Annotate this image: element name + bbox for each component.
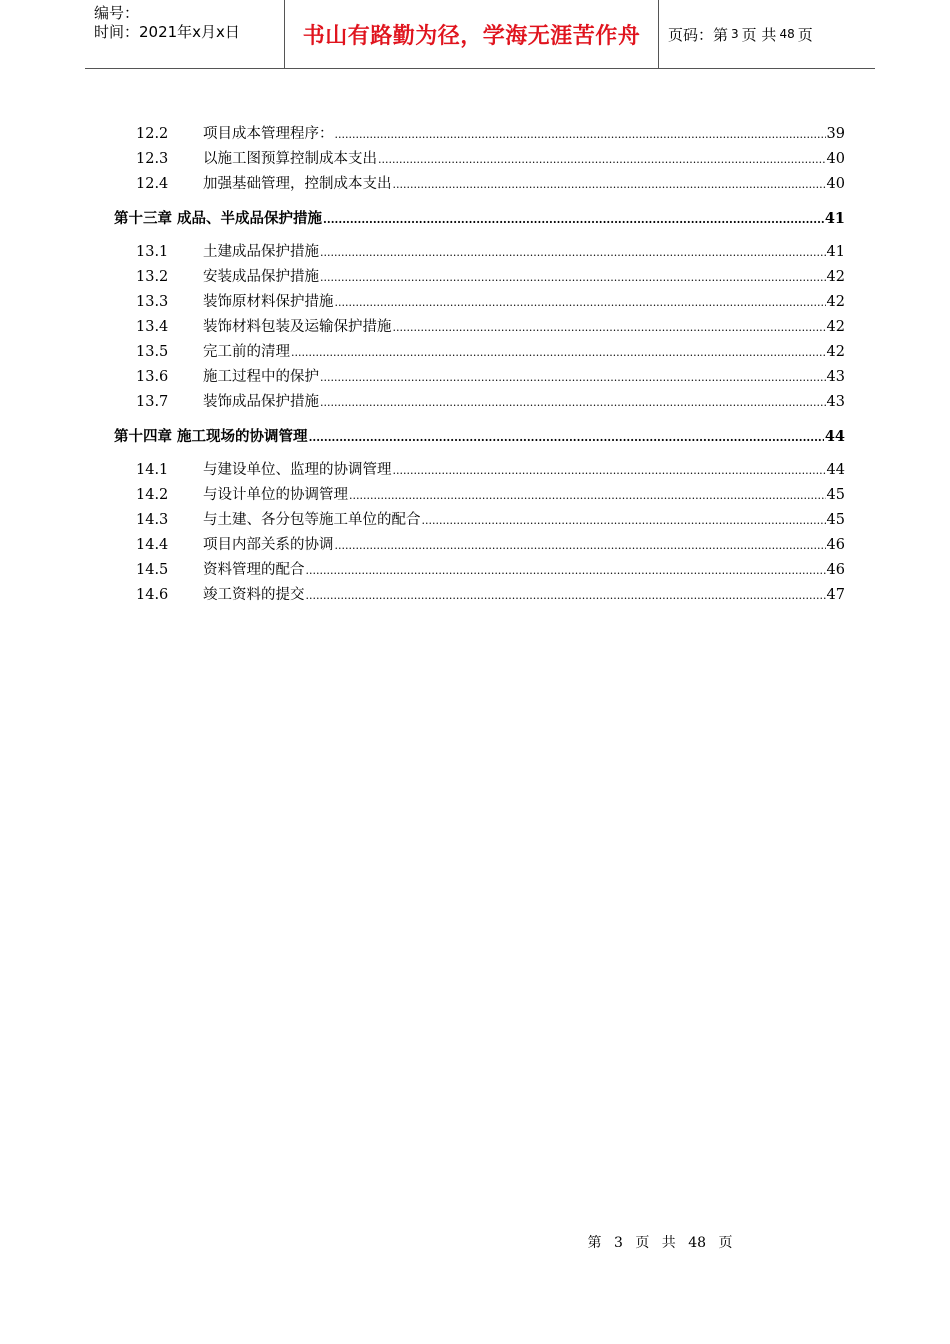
header-motto-cell [285, 0, 659, 68]
toc-entry-page: 44 [826, 462, 845, 478]
toc-entry-number: 13.5 [136, 344, 169, 360]
toc-leader-dots [320, 240, 826, 265]
page-header [85, 0, 875, 69]
footer-current-page: 3 [613, 1235, 623, 1251]
toc-leader-dots [320, 390, 826, 415]
document-time-label: 时间：2021年x月x日 [94, 23, 240, 41]
toc-section-entry[interactable] [114, 315, 845, 340]
toc-entry-page: 42 [826, 319, 845, 335]
toc-section-entry[interactable] [114, 365, 845, 390]
toc-entry-number: 14.1 [136, 462, 169, 478]
toc-entry-page: 46 [826, 537, 845, 553]
toc-entry-page: 47 [826, 587, 845, 603]
toc-entry-number: 13.3 [136, 294, 169, 310]
toc-entry-title: 第十三章 成品、半成品保护措施 [114, 210, 323, 227]
toc-leader-dots [320, 365, 826, 390]
toc-entry-page: 46 [826, 562, 845, 578]
toc-entry-page: 39 [826, 126, 845, 142]
toc-entry-page: 45 [826, 487, 845, 503]
toc-leader-dots [335, 533, 826, 558]
toc-entry-title: 以施工图预算控制成本支出 [203, 151, 377, 167]
toc-entry-page: 42 [826, 269, 845, 285]
toc-entry-title: 装饰成品保护措施 [203, 394, 319, 410]
toc-leader-dots [393, 172, 826, 197]
toc-leader-dots [393, 458, 826, 483]
toc-leader-dots [323, 206, 824, 232]
toc-section-entry[interactable] [114, 240, 845, 265]
toc-entry-title: 资料管理的配合 [203, 562, 305, 578]
header-motto: 书山有路勤为径，学海无涯苦作舟 [302, 23, 641, 49]
toc-chapter-entry[interactable] [114, 424, 845, 449]
footer-total-pages: 48 [688, 1235, 707, 1251]
toc-section-entry[interactable] [114, 583, 845, 608]
toc-section-entry[interactable] [114, 390, 845, 415]
toc-entry-title: 加强基础管理，控制成本支出 [203, 176, 392, 192]
toc-leader-dots [291, 340, 826, 365]
header-page-suffix: 页 [797, 25, 813, 44]
toc-entry-page: 42 [826, 294, 845, 310]
toc-chapter-entry[interactable] [114, 206, 845, 231]
header-page-cell [659, 0, 875, 68]
header-info-cell [85, 0, 285, 68]
toc-entry-title: 与设计单位的协调管理 [203, 487, 348, 503]
toc-entry-page: 40 [826, 176, 845, 192]
toc-leader-dots [378, 147, 826, 172]
toc-entry-page: 41 [824, 210, 845, 227]
toc-entry-page: 43 [826, 369, 845, 385]
toc-entry-page: 44 [824, 428, 845, 445]
toc-section-entry[interactable] [114, 533, 845, 558]
toc-entry-number: 12.2 [136, 126, 169, 142]
toc-entry-number: 13.1 [136, 244, 169, 260]
toc-entry-number: 12.4 [136, 176, 169, 192]
toc-entry-number: 14.5 [136, 562, 169, 578]
toc-entry-title: 完工前的清理 [203, 344, 290, 360]
footer-mid1: 页 [635, 1235, 650, 1251]
toc-section-entry[interactable] [114, 483, 845, 508]
toc-leader-dots [306, 583, 826, 608]
footer-mid2: 共 [661, 1235, 676, 1251]
toc-entry-title: 安装成品保护措施 [203, 269, 319, 285]
header-page-total: 48 [779, 27, 795, 41]
toc-leader-dots [393, 315, 826, 340]
toc-entry-number: 13.4 [136, 319, 169, 335]
toc-entry-page: 43 [826, 394, 845, 410]
toc-entry-number: 13.7 [136, 394, 169, 410]
table-of-contents [114, 122, 845, 608]
toc-entry-title: 装饰原材料保护措施 [203, 294, 334, 310]
toc-leader-dots [335, 122, 826, 147]
toc-entry-number: 14.3 [136, 512, 169, 528]
toc-section-entry[interactable] [114, 122, 845, 147]
header-page-mid: 页 共 [741, 25, 777, 44]
page-footer [0, 1232, 950, 1252]
toc-leader-dots [422, 508, 826, 533]
header-page-current: 3 [731, 27, 739, 41]
toc-entry-title: 项目成本管理程序： [203, 126, 334, 142]
toc-entry-title: 项目内部关系的协调 [203, 537, 334, 553]
toc-entry-title: 与土建、各分包等施工单位的配合 [203, 512, 421, 528]
toc-entry-page: 41 [826, 244, 845, 260]
document-number-label: 编号： [94, 4, 140, 22]
footer-suffix: 页 [718, 1235, 733, 1251]
toc-leader-dots [320, 265, 826, 290]
toc-entry-title: 装饰材料包装及运输保护措施 [203, 319, 392, 335]
toc-section-entry[interactable] [114, 172, 845, 197]
toc-entry-number: 13.2 [136, 269, 169, 285]
toc-section-entry[interactable] [114, 290, 845, 315]
toc-entry-page: 40 [826, 151, 845, 167]
toc-entry-number: 14.6 [136, 587, 169, 603]
toc-entry-number: 13.6 [136, 369, 169, 385]
footer-prefix: 第 [587, 1235, 602, 1251]
toc-leader-dots [335, 290, 826, 315]
toc-section-entry[interactable] [114, 458, 845, 483]
toc-section-entry[interactable] [114, 265, 845, 290]
toc-entry-number: 14.2 [136, 487, 169, 503]
toc-section-entry[interactable] [114, 340, 845, 365]
toc-entry-title: 竣工资料的提交 [203, 587, 305, 603]
toc-leader-dots [349, 483, 826, 508]
toc-section-entry[interactable] [114, 558, 845, 583]
toc-section-entry[interactable] [114, 147, 845, 172]
toc-entry-title: 施工过程中的保护 [203, 369, 319, 385]
toc-leader-dots [309, 424, 824, 450]
toc-leader-dots [306, 558, 826, 583]
toc-entry-title: 第十四章 施工现场的协调管理 [114, 428, 308, 445]
toc-entry-number: 14.4 [136, 537, 169, 553]
toc-entry-title: 与建设单位、监理的协调管理 [203, 462, 392, 478]
header-page-prefix: 页码：第 [668, 25, 729, 44]
toc-entry-page: 45 [826, 512, 845, 528]
toc-section-entry[interactable] [114, 508, 845, 533]
toc-entry-number: 12.3 [136, 151, 169, 167]
toc-entry-page: 42 [826, 344, 845, 360]
toc-entry-title: 土建成品保护措施 [203, 244, 319, 260]
